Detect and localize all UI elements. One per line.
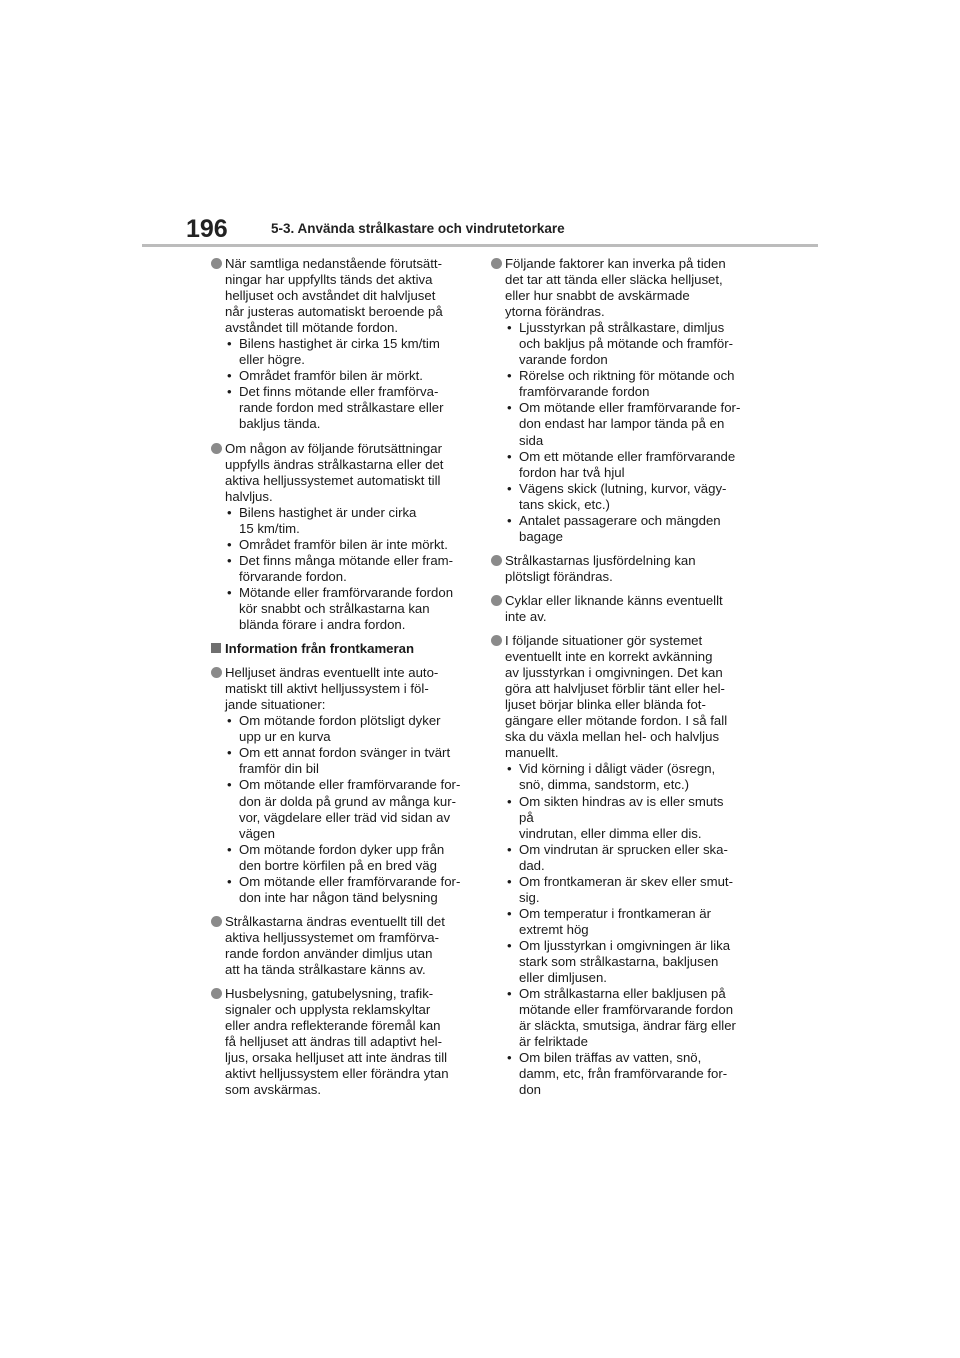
header-divider [142,244,818,247]
circle-bullet-icon [491,595,502,606]
paragraph-text: Följande faktorer kan inverka på tiden det tar att tända eller släcka helljuset, eller hur snabbt de avskärmade ytorna förändras. [505,256,726,320]
list-item [225,368,461,384]
bullet-glyph: • [227,777,232,793]
square-bullet-icon [211,643,221,653]
bullet-glyph: • [507,368,512,384]
bullet-glyph: • [507,986,512,1002]
list-item-text: Ljusstyrkan på strålkastare, dimljus och bakljus på mötande och framför- varande fordon [519,320,734,368]
list-item [225,537,461,553]
paragraph [491,633,741,1098]
bullet-glyph: • [507,905,512,921]
list-item [225,713,461,745]
list-item-text: Om temperatur i frontkameran är extremt hög [519,905,712,937]
bullet-glyph: • [227,584,232,600]
paragraph [211,256,461,433]
list-item [505,320,741,368]
bullet-glyph: • [227,552,232,568]
list-item [225,842,461,874]
list-item-text: Om ett annat fordon svänger in tvärt framför din bil [239,745,451,777]
list-item-text: Om vindrutan är sprucken eller ska- dad. [519,841,728,873]
circle-bullet-icon [491,555,502,566]
bullet-glyph: • [227,536,232,552]
paragraph [211,914,461,978]
bullet-glyph: • [227,745,232,761]
page-header [142,215,818,245]
paragraph [491,553,741,585]
bullet-glyph: • [507,448,512,464]
list-item [505,368,741,400]
list-item [225,777,461,841]
list-item-text: Mötande eller framförvarande fordon kör snabbt och strålkastarna kan blända förare i andra fordon. [239,584,454,633]
bullet-glyph: • [227,336,232,352]
circle-bullet-icon [211,988,222,999]
list-item-text: Om ljusstyrkan i omgivningen är lika stark som strålkastarna, bakljusen eller dimljusen. [519,937,731,986]
list-item [505,906,741,938]
bullet-glyph: • [507,320,512,336]
list-item [505,938,741,986]
list-item [505,481,741,513]
bullet-glyph: • [507,793,512,809]
circle-bullet-icon [211,916,222,927]
list-item-text: Det finns många mötande eller fram- förvarande fordon. [239,552,454,584]
list-item [225,874,461,906]
list-item [505,986,741,1050]
list-item [505,1050,741,1098]
left-column [211,256,461,1106]
list-item [225,745,461,777]
bullet-glyph: • [507,480,512,496]
list-item-text: Bilens hastighet är cirka 15 km/tim eller högre. [239,336,440,368]
heading-text: Information från frontkameran [225,641,415,657]
list-item [225,384,461,432]
list-item-text: Om mötande eller framförvarande for- don är dolda på grund av många kur- vor, vägdelare eller träd vid sidan av vägen [239,777,461,841]
list-item [225,585,461,633]
bullet-glyph: • [507,761,512,777]
circle-bullet-icon [211,258,222,269]
section-heading [211,641,461,657]
list-item [225,553,461,585]
bullet-glyph: • [507,873,512,889]
bullet-glyph: • [227,713,232,729]
list-item-text: Området framför bilen är mörkt. [239,368,423,384]
bullet-glyph: • [227,841,232,857]
circle-bullet-icon [491,258,502,269]
list-item [225,336,461,368]
paragraph [211,986,461,1098]
bullet-glyph: • [507,1050,512,1066]
paragraph [211,441,461,634]
bullet-glyph: • [507,400,512,416]
paragraph-text: Cyklar eller liknande känns eventuellt inte av. [505,592,723,624]
list-item [505,761,741,793]
list-item-text: Vägens skick (lutning, kurvor, vägy- tans skick, etc.) [519,480,727,512]
list-item-text: Vid körning i dåligt väder (ösregn, snö, dimma, sandstorm, etc.) [519,761,716,793]
paragraph-text: När samtliga nedanstående förutsätt- ningar har uppfyllts tänds det aktiva helljuset och avståndet dit halvljuset når justeras automatiskt beroende på avståndet till mötande fordon. [225,256,443,336]
list-item-text: Om mötande fordon plötsligt dyker upp ur en kurva [239,713,441,745]
paragraph [211,665,461,906]
list-item [505,842,741,874]
section-title: 5-3. Använda strålkastare och vindrutetorkare [271,221,565,236]
list-item-text: Om bilen träffas av vatten, snö, damm, etc, från framförvarande for- don [519,1050,728,1098]
list-item [505,400,741,448]
page-number: 196 [186,215,228,243]
list-item-text: Rörelse och riktning för mötande och framförvarande fordon [519,368,735,400]
bullet-glyph: • [507,937,512,953]
paragraph [491,256,741,545]
paragraph [491,593,741,625]
bullet-glyph: • [227,368,232,384]
list-item [505,794,741,842]
bullet-glyph: • [227,873,232,889]
list-item [505,874,741,906]
list-item-text: Om mötande eller framförvarande for- don endast har lampor tända på en sida [519,400,741,448]
bullet-glyph: • [507,512,512,528]
list-item-text: Antalet passagerare och mängden bagage [519,512,721,544]
list-item-text: Bilens hastighet är under cirka 15 km/tim. [239,504,417,536]
list-item-text: Om sikten hindras av is eller smuts på vindrutan, eller dimma eller dis. [519,793,724,841]
right-column [491,256,741,1106]
list-item-text: Området framför bilen är inte mörkt. [239,536,448,552]
paragraph-text: Strålkastarnas ljusfördelning kan plötsligt förändras. [505,552,696,584]
circle-bullet-icon [491,635,502,646]
list-item-text: Om mötande fordon dyker upp från den bortre körfilen på en bred väg [239,841,445,873]
paragraph-text: Om någon av följande förutsättningar uppfylls ändras strålkastarna eller det aktiva helljussystemet automatiskt till halvljus. [225,440,444,504]
paragraph-text: Strålkastarna ändras eventuellt till det aktiva helljussystemet om framförva- rande fordon använder dimljus utan att ha tända strålkastare känns av. [225,913,445,977]
bullet-glyph: • [227,504,232,520]
list-item-text: Om mötande eller framförvarande for- don inte har någon tänd belysning [239,873,461,905]
list-item [225,505,461,537]
paragraph-text: Helljuset ändras eventuellt inte auto- matiskt till aktivt helljussystem i föl- jande situationer: [225,665,439,713]
bullet-glyph: • [227,384,232,400]
paragraph-text: I följande situationer gör systemet eventuellt inte en korrekt avkänning av ljusstyrkan i omgivningen. Det kan göra att halvljuset förblir tänt eller hel- ljuset börjar blinka eller blända fot- gängare eller mötande fordon. I så fall ska du växla mellan hel- och halvljus manuellt. [505,633,728,761]
list-item [505,513,741,545]
list-item-text: Det finns mötande eller framförva- rande fordon med strålkastare eller bakljus tända. [239,384,444,432]
list-item [505,449,741,481]
list-item-text: Om frontkameran är skev eller smut- sig. [519,873,733,905]
list-item-text: Om ett mötande eller framförvarande fordon har två hjul [519,448,736,480]
list-item-text: Om strålkastarna eller bakljusen på mötande eller framförvarande fordon är släckta, smutsiga, ändrar färg eller är felriktade [519,986,736,1050]
circle-bullet-icon [211,667,222,678]
paragraph-text: Husbelysning, gatubelysning, trafik- signaler och upplysta reklamskyltar eller andra reflekterande föremål kan få helljuset att ändras till adaptivt hel- ljus, orsaka helljuset att inte ändras till aktivt helljussystem eller förändra ytan som avskärmas. [225,986,449,1098]
bullet-glyph: • [507,841,512,857]
circle-bullet-icon [211,443,222,454]
